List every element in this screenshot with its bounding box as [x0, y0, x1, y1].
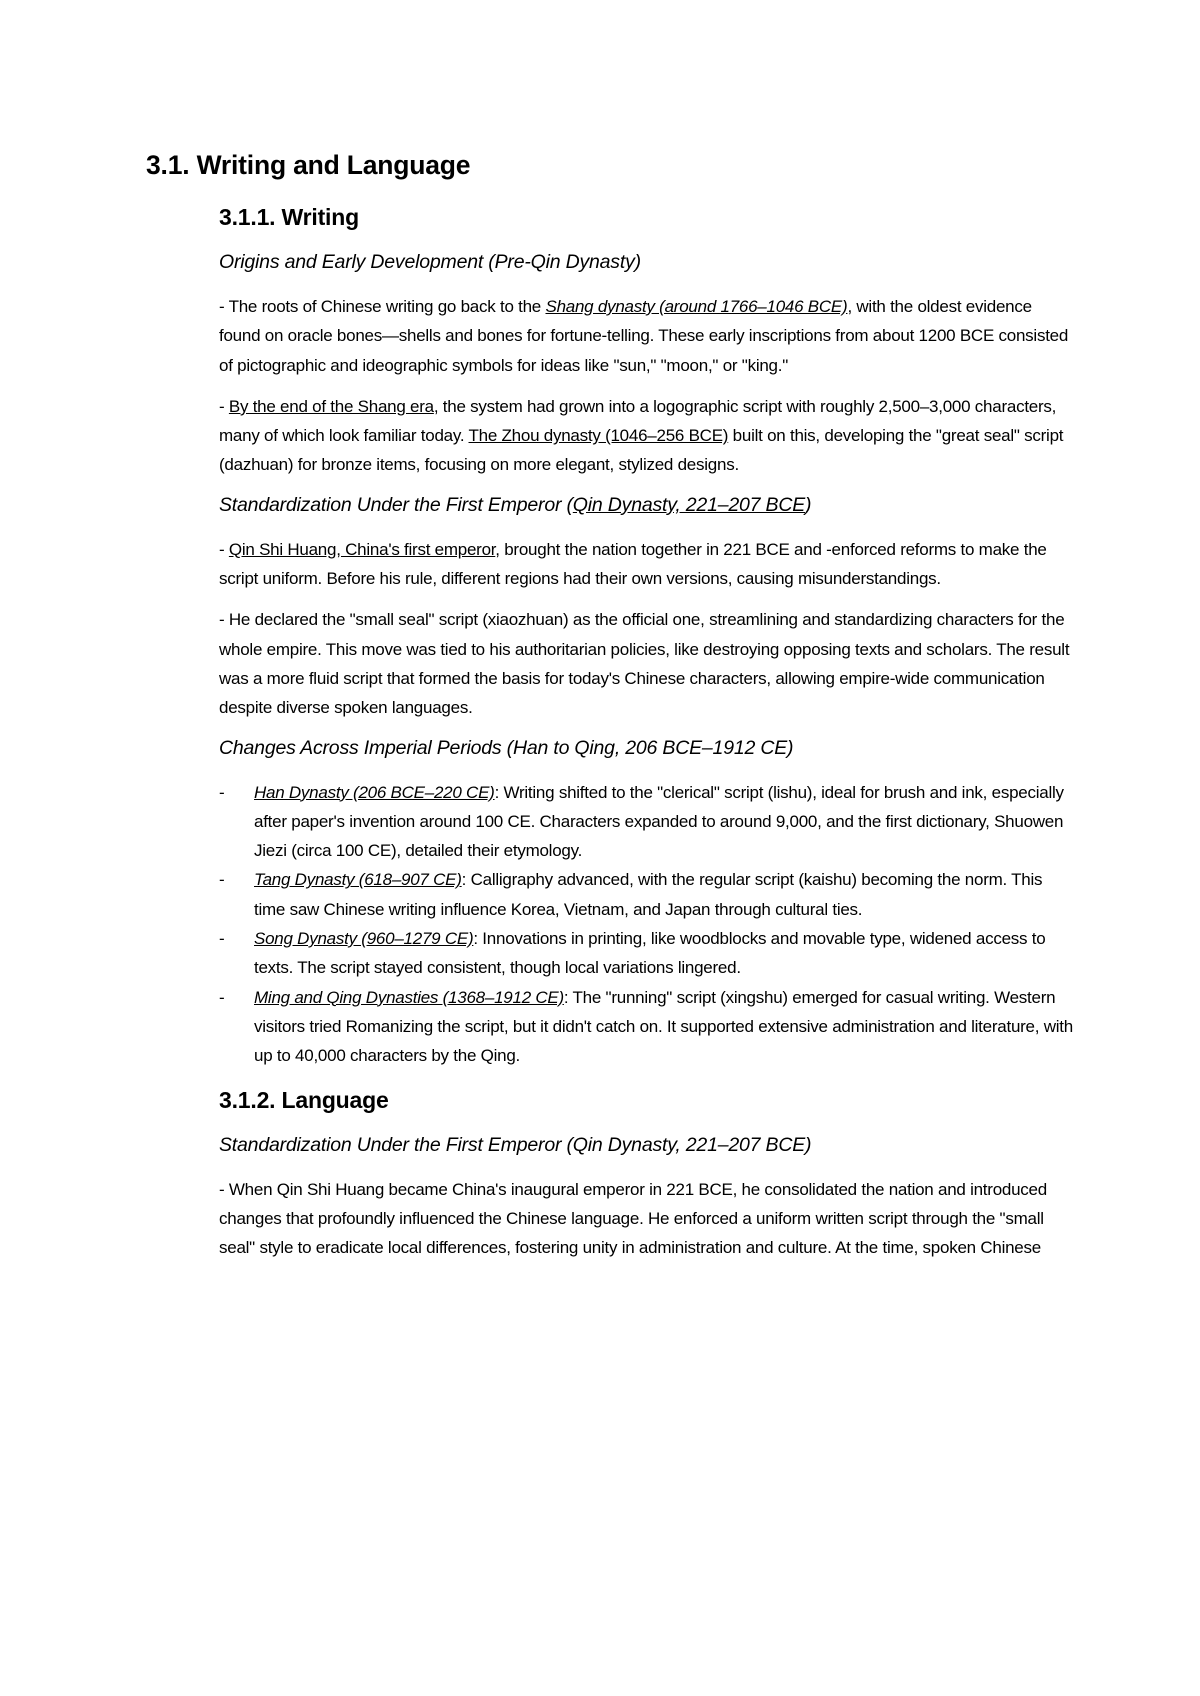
bullet-dash: -	[219, 929, 225, 949]
standardization-heading	[219, 492, 1076, 518]
text-run: , with the oldest evidence found on oracle bones—shells and bones for fortune-telling. These early inscriptions from about 1200 BCE consisted of pictographic and ideographic symbols for ideas like "sun," "moon," or "king."	[219, 297, 1069, 375]
qin-shi-huang-link[interactable]: Qin Shi Huang, China's first emperor	[228, 539, 496, 559]
language-heading: 3.1.2. Language	[219, 1086, 389, 1113]
bullet-dash: -	[219, 782, 225, 802]
language-paragraph-1: - When Qin Shi Huang became China's inaugural emperor in 221 BCE, he consolidated the nation and introduced changes that profoundly influenced the Chinese language. He enforced a uniform written script through the "small seal" style to eradicate local differences, fostering unity in administration and culture. At the time, spoken Chinese	[219, 1179, 1047, 1258]
text-run: Standardization Under the First Emperor (	[219, 493, 573, 516]
bullet-dash: -	[219, 870, 225, 890]
zhou-dynasty-link[interactable]: The Zhou dynasty (1046–256 BCE)	[468, 426, 729, 446]
text-run: , the system had grown into a logographic script with roughly 2,500–3,000 characters, many of which look familiar today.	[219, 396, 1057, 446]
text-run: : Writing shifted to the "clerical" script (lishu), ideal for brush and ink, especially after paper's invention around 100 CE. Characters expanded to around 9,000, and the first dictionary, Shuowen Jiezi (circa 100 CE), detailed their etymology.	[254, 782, 1064, 861]
list-item	[219, 924, 1076, 983]
ming-qing-dynasties-link[interactable]: Ming and Qing Dynasties (1368–1912 CE)	[254, 987, 564, 1007]
qin-dynasty-link[interactable]: Qin Dynasty, 221–207 BCE	[572, 493, 806, 516]
text-run: , brought the nation together in 221 BCE and -enforced reforms to make the script uniform. Before his rule, different regions had their own versions, causing misunderstandings.	[219, 539, 1047, 589]
language-standardization-heading: Standardization Under the First Emperor (Qin Dynasty, 221–207 BCE)	[219, 1133, 812, 1156]
song-dynasty-link[interactable]: Song Dynasty (960–1279 CE)	[254, 929, 474, 949]
text-run: -	[219, 539, 229, 559]
document-content	[146, 148, 1076, 1274]
tang-dynasty-link[interactable]: Tang Dynasty (618–907 CE)	[254, 870, 462, 890]
list-item	[219, 983, 1076, 1071]
writing-language-section	[219, 202, 1076, 1262]
changes-heading: Changes Across Imperial Periods (Han to Qing, 206 BCE–1912 CE)	[219, 736, 794, 759]
standardization-paragraph-2: - He declared the "small seal" script (xiaozhuan) as the official one, streamlining and standardizing characters for the whole empire. This move was tied to his authoritarian policies, like destroying opposing texts and scholars. The result was a more fluid script that formed the basis for today's Chinese characters, allowing empire-wide communication despite diverse spoken languages.	[219, 610, 1070, 718]
text-run: : The "running" script (xingshu) emerged for casual writing. Western visitors tried Romanizing the script, but it didn't catch on. It supported extensive administration and literature, with up to 40,000 characters by the Qing.	[254, 987, 1073, 1066]
text-run: - The roots of Chinese writing go back to the	[219, 297, 546, 316]
text-run: built on this, developing the "great seal" script (dazhuan) for bronze items, focusing on more elegant, stylized designs.	[219, 426, 1064, 475]
text-run: -	[219, 396, 229, 416]
text-run: )	[805, 493, 812, 516]
text-run: : Innovations in printing, like woodblocks and movable type, widened access to texts. The script stayed consistent, though local variations lingered.	[254, 929, 1046, 978]
origins-paragraph-1	[219, 292, 1076, 380]
text-run: : Calligraphy advanced, with the regular script (kaishu) becoming the norm. This time saw Chinese writing influence Korea, Vietnam, and Japan through cultural ties.	[254, 870, 1043, 919]
section-heading: 3.1. Writing and Language	[146, 150, 471, 180]
dynasty-list	[219, 778, 1076, 1071]
list-item	[219, 778, 1076, 866]
writing-heading: 3.1.1. Writing	[219, 204, 359, 230]
standardization-paragraph-1	[219, 535, 1076, 594]
list-item	[219, 865, 1076, 924]
shang-dynasty-link[interactable]: Shang dynasty (around 1766–1046 BCE)	[545, 297, 848, 316]
han-dynasty-link[interactable]: Han Dynasty (206 BCE–220 CE)	[254, 782, 495, 802]
shang-era-link[interactable]: By the end of the Shang era	[228, 396, 434, 416]
origins-paragraph-2	[219, 392, 1076, 480]
bullet-dash: -	[219, 987, 225, 1007]
origins-heading: Origins and Early Development (Pre-Qin Dynasty)	[219, 251, 641, 273]
